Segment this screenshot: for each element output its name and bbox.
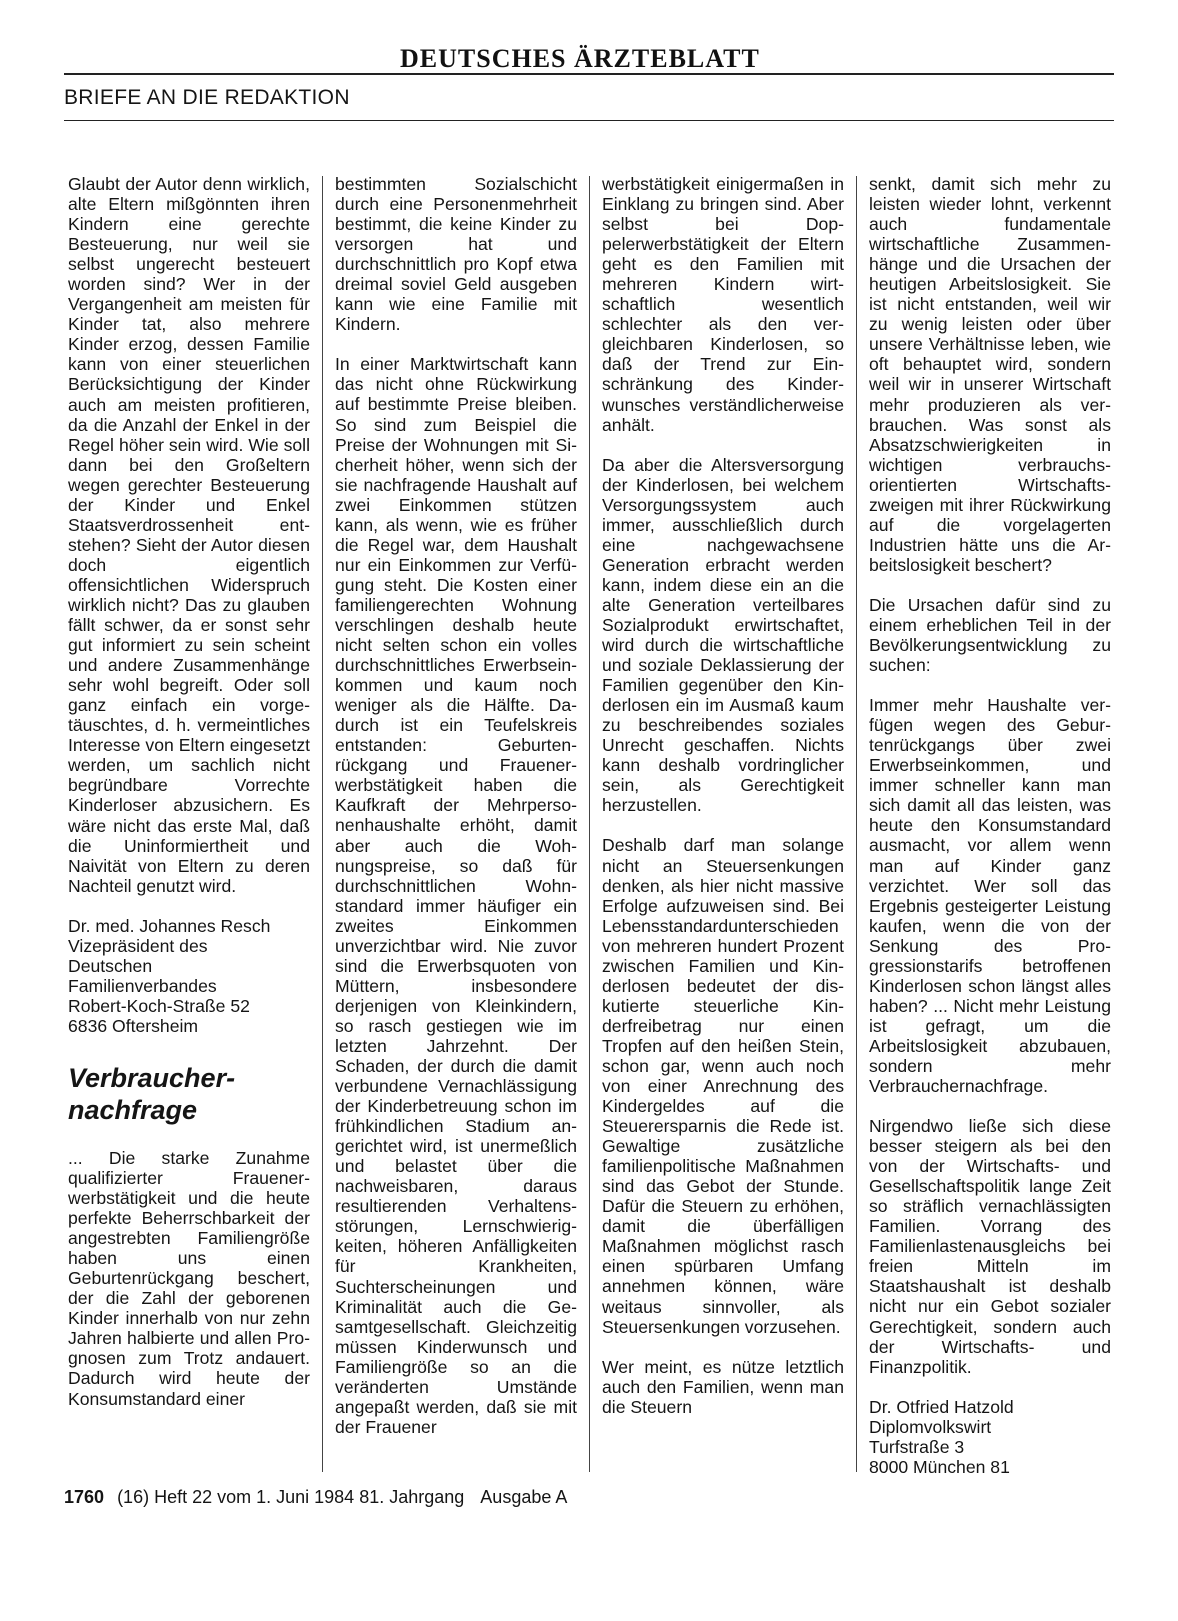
letter-signature [68,916,310,1036]
text-column-1 [68,174,310,1409]
signature-line: Familienverbandes [68,975,217,996]
section-rule [64,120,1114,121]
column-divider [856,176,857,1472]
edition-label: Ausgabe A [480,1487,568,1507]
column-divider [322,176,323,1472]
letter-signature [869,1397,1111,1477]
letter-paragraph: Da aber die Altersversorgung der Kinderlosen, bei welchem Versorgungssystem auch immer, ausschließlich durch eine nachgewachsene Generation erbracht werden kann, indem diese ein an die alte Generation verteilbares Sozialprodukt erwirtschaftet, wird durch die wirtschaftliche und soziale Deklassierung der Familien gegenüber den Kinderlosen ein im Ausmaß kaum zu beschreibendes soziales Unrecht geschaffen. Nichts kann deshalb vordringlicher sein, als Gerechtigkeit herzustellen. [602,454,844,816]
signature-line: Deutschen [68,955,153,976]
letter-heading [68,1062,310,1126]
signature-line: Robert-Koch-Straße 52 [68,995,250,1016]
signature-line: 8000 München 81 [869,1456,1010,1477]
letter-paragraph: senkt, damit sich mehr zu leisten wieder lohnt, verkennt auch fundamentale wirtschaftliche Zusammenhänge und die Ursachen der heutigen Arbeitslosigkeit. Sie ist nicht entstanden, weil wir zu wenig leisten oder über unsere Verhältnisse leben, wie oft behauptet wird, sondern weil wir in unserer Wirtschaft mehr produzieren als verbrauchen. Was sonst als Absatzschwierigkeiten in wichtigen verbrauchsorientierten Wirtschaftszweigen mit ihrer Rückwirkung auf die vorgelagerten Industrien hätte uns die Arbeitslosigkeit beschert? [869,174,1111,575]
signature-line: Diplomvolkswirt [869,1416,992,1437]
section-label: BRIEFE AN DIE REDAKTION [64,86,350,109]
column-divider [589,176,590,1472]
signature-line: Turfstraße 3 [869,1436,965,1457]
letter-paragraph: bestimmten Sozialschicht durch eine Personenmehrheit bestimmt, die keine Kinder zu versorgen hat und durchschnittlich pro Kopf etwa dreimal soviel Geld ausgeben kann wie eine Familie mit Kindern. [335,174,577,335]
letter-paragraph: Deshalb darf man solange nicht an Steuersenkungen denken, als hier nicht massive Erfolge aufzuweisen sind. Bei Lebensstandardunterschieden von mehreren hundert Prozent zwischen Familien und Kinderlosen bedeutet der diskutierte steuerliche Kinderfreibetrag nur einen Tropfen auf den heißen Stein, schon gar, wenn auch noch von einer Anrechnung des Kindergeldes auf die Steuerersparnis die Rede ist. Gewaltige zusätzliche familienpolitische Maßnahmen sind das Gebot der Stunde. Dafür die Steuern zu erhöhen, damit die überfälligen Maßnahmen möglichst rasch einen spürbaren Umfang annehmen können, wäre weitaus sinnvoller, als Steuersenkungen vorzusehen. [602,835,844,1337]
signature-line: Dr. Otfried Hatzold [869,1396,1014,1417]
heading-line: Verbraucher- [68,1062,236,1093]
signature-line: 6836 Oftersheim [68,1015,199,1036]
letter-paragraph: werbstätigkeit einigermaßen in Einklang zu bringen sind. Aber selbst bei Doppelerwerbstätigkeit der Eltern geht es den Familien mit mehreren Kindern wirtschaftlich wesentlich schlechter als den vergleichbaren Kinderlosen, so daß der Trend zur Einschränkung des Kinderwunsches verständlicherweise anhält. [602,174,844,435]
letter-paragraph: Wer meint, es nütze letztlich auch den Familien, wenn man die Steuern [602,1356,844,1417]
heading-line: nachfrage [68,1094,198,1125]
letter-paragraph: Glaubt der Autor denn wirklich, alte Eltern mißgönnten ihren Kindern eine gerechte Besteuerung, nur weil sie selbst ungerecht besteuert worden sind? Wer in der Vergangenheit am meisten für Kinder tat, also mehrere Kinder erzog, dessen Familie kann von einer steuerlichen Berücksichtigung der Kinder auch am meisten profitieren, da die Anzahl der Enkel in der Regel höher sein wird. Wie soll dann bei den Großeltern wegen gerechter Besteuerung der Kinder und Enkel Staatsverdrossenheit entstehen? Sieht der Autor diesen doch eigentlich offensichtlichen Widerspruch wirklich nicht? Das zu glauben fällt schwer, da er sonst sehr gut informiert zu sein scheint und andere Zusammenhänge sehr wohl begreift. Oder soll ganz einfach ein vorgetäuschtes, d. h. vermeintliches Interesse von Eltern eingesetzt werden, um sachlich nicht begründbare Vorrechte Kinderloser abzusichern. Es wäre nicht das erste Mal, daß die Uninformiertheit und Naivität von Eltern zu deren Nachteil genutzt wird. [68,174,310,896]
letter-paragraph: ... Die starke Zunahme qualifizierter Frauenerwerbstätigkeit und die heute perfekte Beherrschbarkeit der angestrebten Familiengröße haben uns einen Geburtenrückgang beschert, der die Zahl der geborenen Kinder innerhalb von nur zehn Jahren halbierte und allen Prognosen zum Trotz andauert. Dadurch wird heute der Konsumstandard einer [68,1147,310,1409]
letter-paragraph: Nirgendwo ließe sich diese besser steigern als bei den von der Wirtschafts- und Gesellschaftspolitik lange Zeit so sträflich vernachlässigten Familien. Vorrang des Familienlastenausgleichs bei freien Mitteln im Staatshaushalt ist deshalb nicht nur ein Gebot sozialer Gerechtigkeit, sondern auch der Wirtschafts- und Finanzpolitik. [869,1116,1111,1377]
text-column-2 [335,174,577,1437]
masthead: DEUTSCHES ÄRZTEBLATT [400,44,760,73]
page-number: 1760 [64,1487,105,1507]
text-column-3 [602,174,844,1417]
page-footer [64,1487,567,1508]
issue-info: (16) Heft 22 vom 1. Juni 1984 81. Jahrgang [117,1487,465,1507]
header-rule [64,73,1114,75]
letter-paragraph: Die Ursachen dafür sind zu einem erheblichen Teil in der Bevölkerungsentwicklung zu suchen: [869,594,1111,676]
text-column-4 [869,174,1111,1497]
signature-line: Dr. med. Johannes Resch [68,915,271,936]
signature-line: Vizepräsident des [68,935,208,956]
letter-paragraph: Immer mehr Haushalte verfügen wegen des Geburtenrückgangs über zwei Erwerbseinkommen, und immer schneller kann man sich damit all das leisten, was heute den Konsumstandard ausmacht, vor allem wenn man auf Kinder ganz verzichtet. Wer soll das Ergebnis gesteigerter Leistung kaufen, wenn die von der Senkung des Progressionstarifs betroffenen Kinderlosen schon längst alles haben? ... Nicht mehr Leistung ist gefragt, um die Arbeitslosigkeit abzubauen, sondern mehr Verbrauchernachfrage. [869,695,1111,1097]
letter-paragraph: In einer Marktwirtschaft kann das nicht ohne Rückwirkung auf bestimmte Preise bleiben. So sind zum Beispiel die Preise der Wohnungen mit Sicherheit höher, wenn sich der sie nachfragende Haushalt auf zwei Einkommen stützen kann, als wenn, wie es früher die Regel war, dem Haushalt nur ein Einkommen zur Verfügung steht. Die Kosten einer familiengerechten Wohnung verschlingen deshalb heute nicht selten schon ein volles durchschnittliches Erwerbseinkommen und kaum noch weniger als die Hälfte. Dadurch ist ein Teufelskreis entstanden: Geburtenrückgang und Frauenerwerbstätigkeit haben die Kaufkraft der Mehrpersonenhaushalte erhöht, damit aber auch die Wohnungspreise, so daß für durchschnittlichen Wohnstandard immer häufiger ein zweites Einkommen unverzichtbar wird. Nie zuvor sind die Erwerbsquoten von Müttern, insbesondere derjenigen von Kleinkindern, so rasch gestiegen wie im letzten Jahrzehnt. Der Schaden, der durch die damit verbundene Vernachlässigung der Kinderbetreuung schon im frühkindlichen Stadium angerichtet wird, ist unermeßlich und belastet über die nachweisbaren, daraus resultierenden Verhaltensstörungen, Lernschwierigkeiten, höheren Anfälligkeiten für Krankheiten, Suchterscheinungen und Kriminalität auch die Gesamtgesellschaft. Gleichzeitig müssen Kinderwunsch und Familiengröße so an die veränderten Umstände angepaßt werden, daß sie mit der Frauener [335,354,577,1437]
